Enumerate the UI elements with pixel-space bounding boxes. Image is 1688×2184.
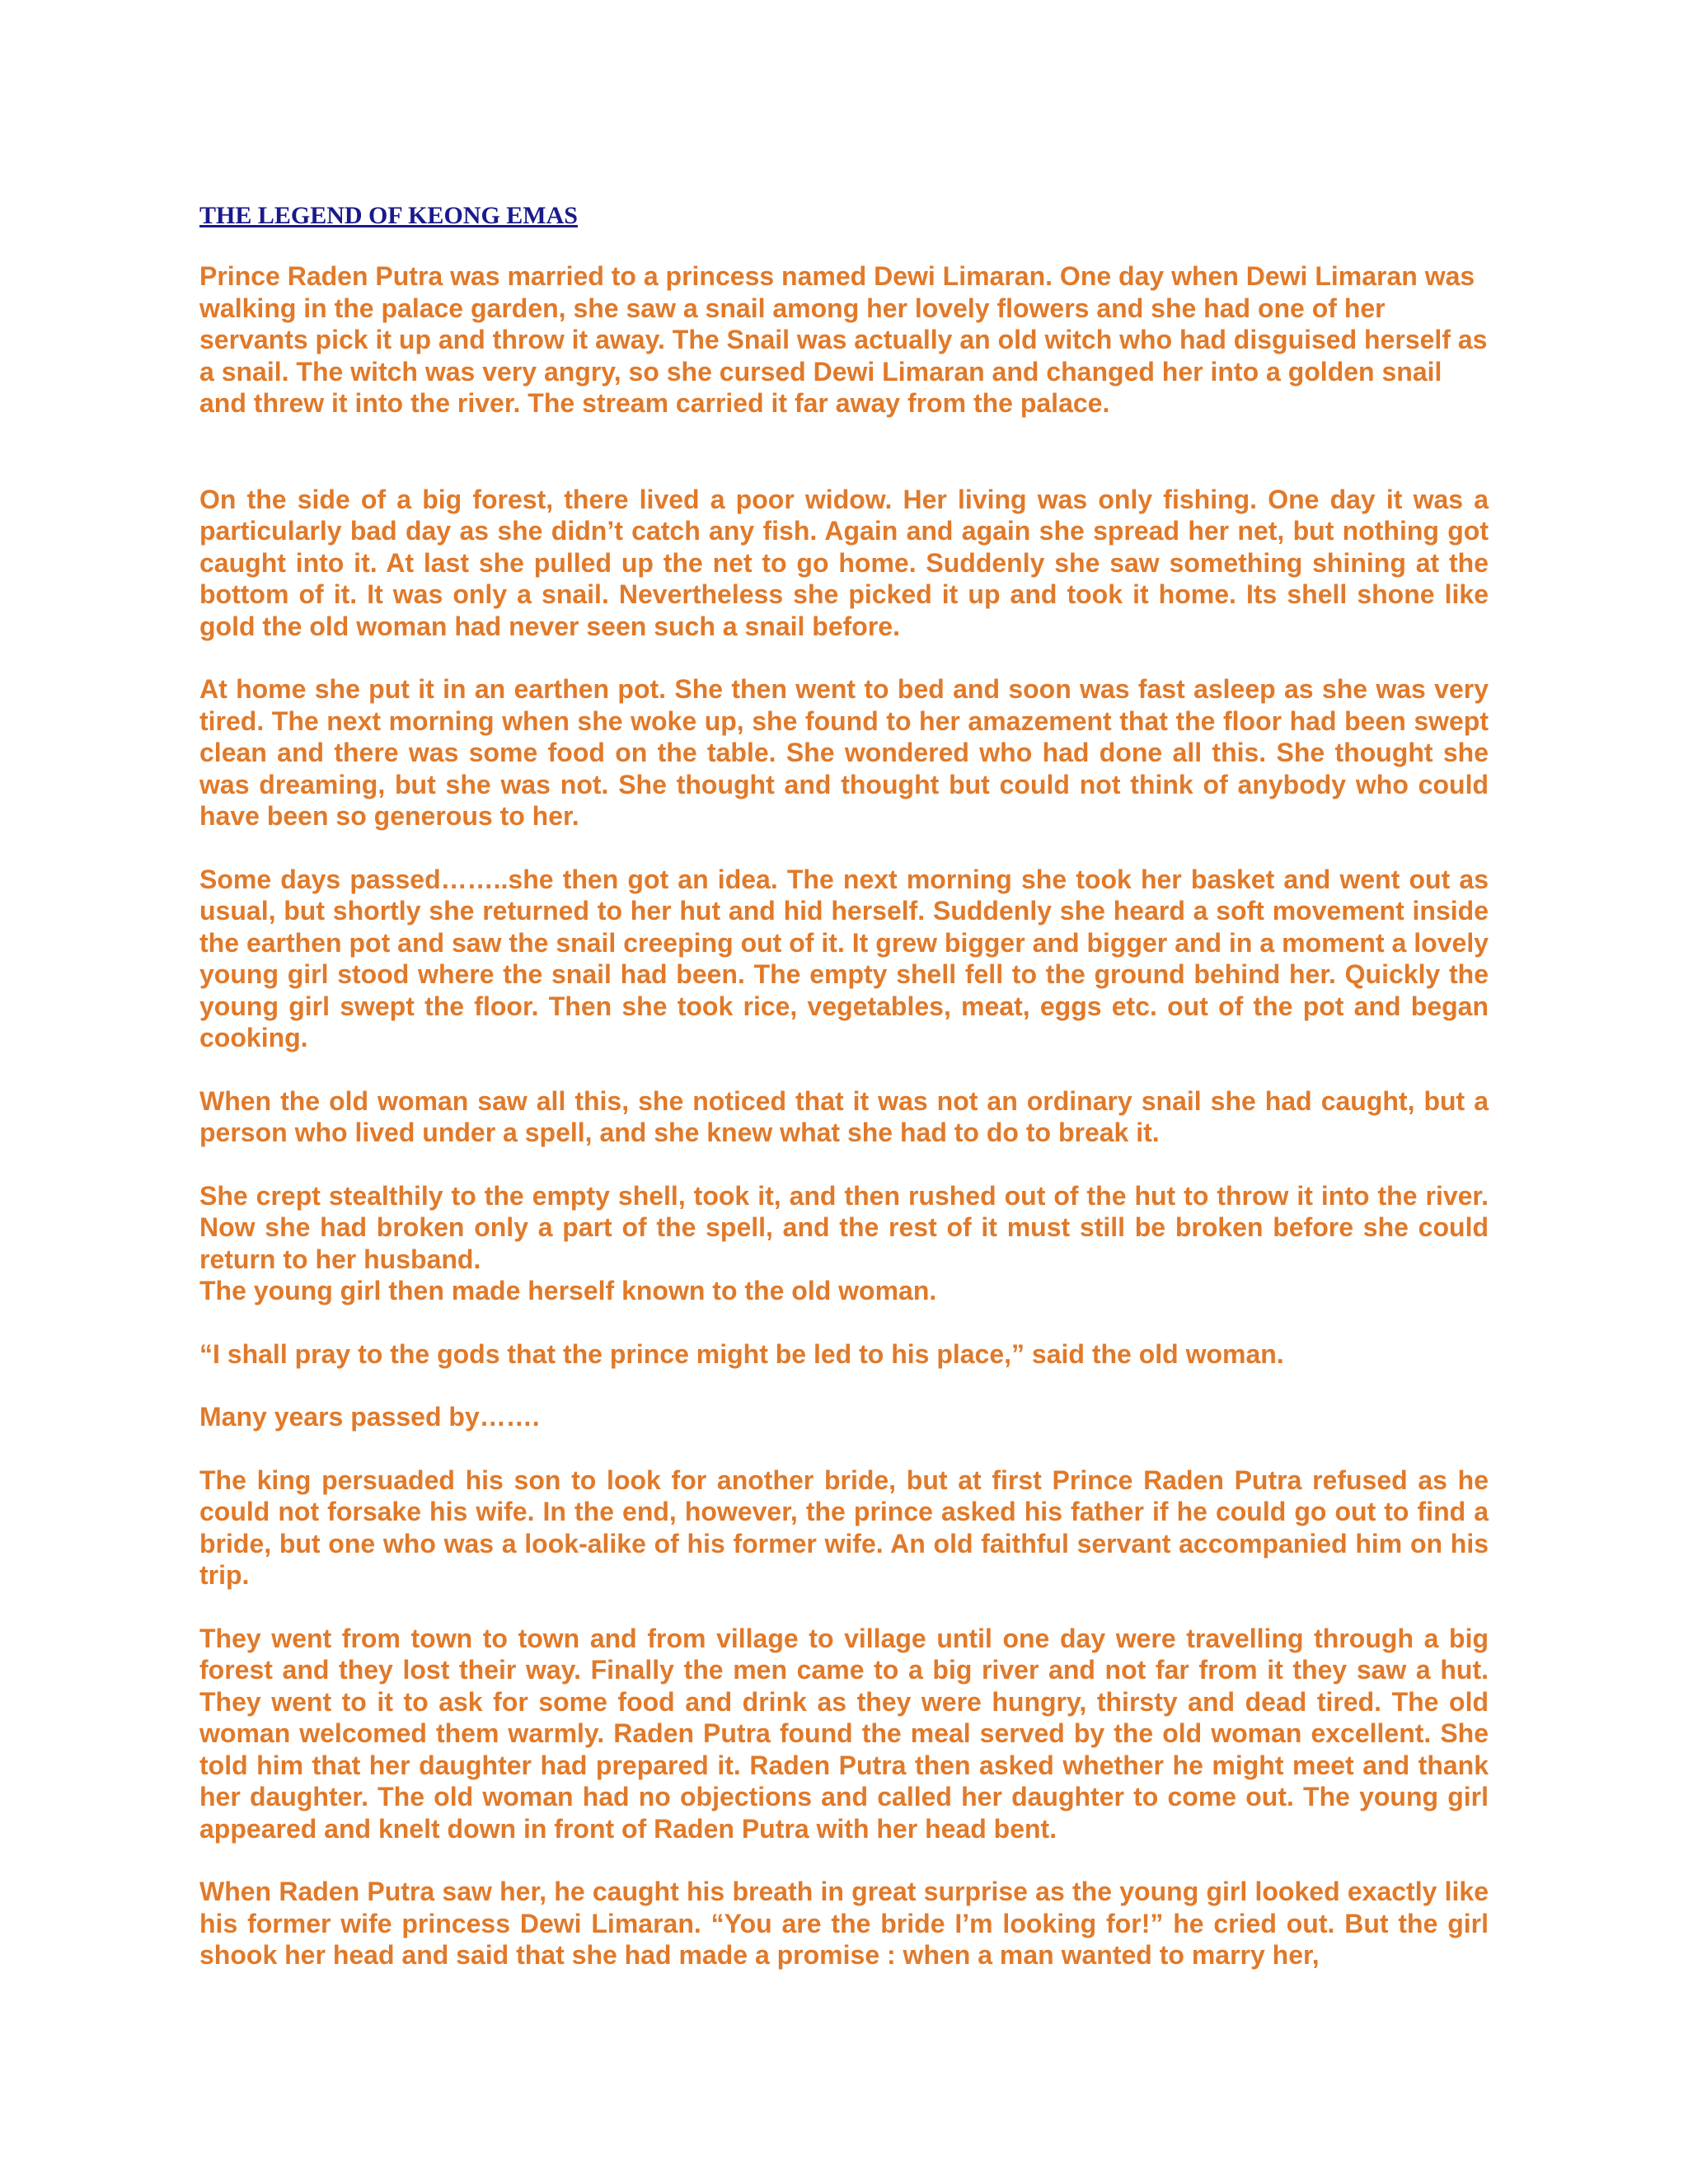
paragraph-3: At home she put it in an earthen pot. She then went to bed and soon was fast asleep as she was very tired. The next morning when she woke up, she found to her amazement that the floor had been swept clean and there was some food on the table. She wondered who had done all this. She thought she was dreaming, but she was not. She thought and thought but could not think of anybody who could have been so generous to her. xyxy=(199,674,1489,831)
paragraph-4: Some days passed……..she then got an idea. The next morning she took her basket and went out as usual, but shortly she returned to her hut and hid herself. Suddenly she heard a soft movement inside the earthen pot and saw the snail creeping out of it. It grew bigger and bigger and in a moment a lovely young girl stood where the snail had been. The empty shell fell to the ground behind her. Quickly the young girl swept the floor. Then she took rice, vegetables, meat, eggs etc. out of the pot and began cooking. xyxy=(199,864,1489,1052)
document-title: THE LEGEND OF KEONG EMAS xyxy=(199,202,578,229)
paragraph-9: Many years passed by……. xyxy=(199,1402,540,1432)
paragraph-1: Prince Raden Putra was married to a princess named Dewi Limaran. One day when Dewi Limaran was walking in the palace garden, she saw a snail among her lovely flowers and she had one of her servants pick it up and throw it away. The Snail was actually an old witch who had disguised herself as a snail. The witch was very angry, so she cursed Dewi Limaran and changed her into a golden snail and threw it into the river. The stream carried it far away from the palace. xyxy=(199,261,1488,418)
paragraph-2: On the side of a big forest, there lived a poor widow. Her living was only fishing. One day it was a particularly bad day as she didn’t catch any fish. Again and again she spread her net, but nothing got caught into it. At last she pulled up the net to go home. Suddenly she saw something shining at the bottom of it. It was only a snail. Nevertheless she picked it up and took it home. Its shell shone like gold the old woman had never seen such a snail before. xyxy=(199,484,1489,641)
paragraph-5: When the old woman saw all this, she noticed that it was not an ordinary snail she had caught, but a person who lived under a spell, and she knew what she had to do to break it. xyxy=(199,1085,1489,1147)
paragraph-7: The young girl then made herself known to the old woman. xyxy=(199,1276,937,1305)
paragraph-12: When Raden Putra saw her, he caught his breath in great surprise as the young girl looked exactly like his former wife princess Dewi Limaran. “You are the bride I’m looking for!” he cried out. But the girl shook her head and said that she had made a promise : when a man wanted to marry her, xyxy=(199,1877,1489,1970)
document-content xyxy=(199,201,1489,1971)
paragraph-10: The king persuaded his son to look for another bride, but at first Prince Raden Putra refused as he could not forsake his wife. In the end, however, the prince asked his father if he could go out to find a bride, but one who was a look-alike of his former wife. An old faithful servant accompanied him on his trip. xyxy=(199,1465,1489,1590)
paragraph-6: She crept stealthily to the empty shell, took it, and then rushed out of the hut to throw it into the river. Now she had broken only a part of the spell, and the rest of it must still be broken before she could return to her husband. xyxy=(199,1180,1489,1274)
paragraph-8: “I shall pray to the gods that the prince might be led to his place,” said the old woman. xyxy=(199,1338,1284,1369)
paragraph-11: They went from town to town and from village to village until one day were travelling through a big forest and they lost their way. Finally the men came to a big river and not far from it they saw a hut. They went to it to ask for some food and drink as they were hungry, thirsty and dead tired. The old woman welcomed them warmly. Raden Putra found the meal served by the old woman excellent. She told him that her daughter had prepared it. Raden Putra then asked whether he might meet and thank her daughter. The old woman had no objections and called her daughter to come out. The young girl appeared and knelt down in front of Raden Putra with her head bent. xyxy=(199,1623,1489,1844)
